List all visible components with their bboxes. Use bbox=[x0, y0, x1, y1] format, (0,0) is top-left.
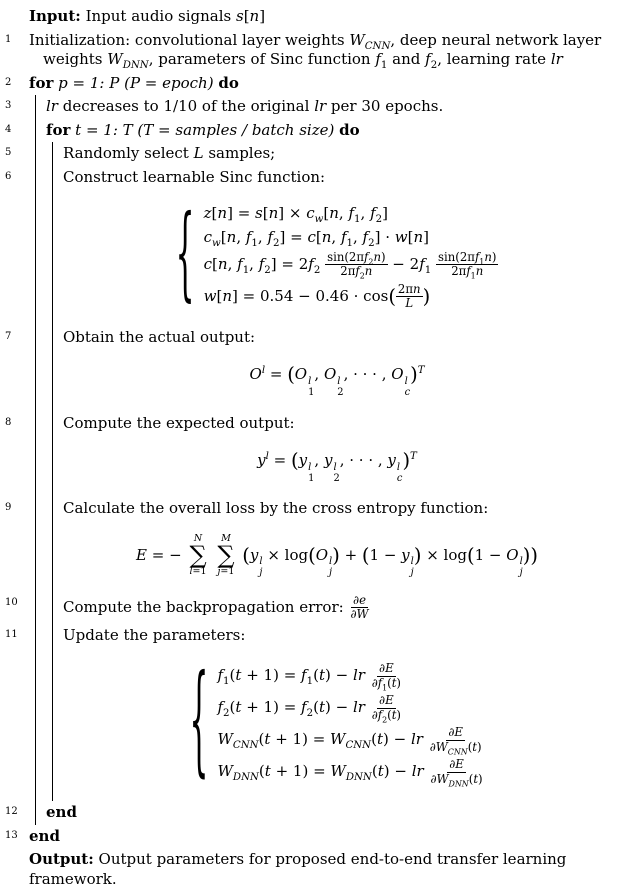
algorithm-line bbox=[5, 412, 611, 436]
algorithm-line bbox=[5, 825, 611, 849]
line-number: 5 bbox=[5, 147, 12, 158]
block-rule bbox=[35, 349, 46, 411]
line-content: Randomly select L samples; bbox=[63, 144, 276, 162]
line-number: 13 bbox=[5, 829, 18, 841]
algorithm-line bbox=[5, 5, 611, 29]
line-content: lr decreases to 1/10 of the original lr per 30 epochs. bbox=[46, 97, 444, 115]
equation-content: { $z[n] = s[n] \times c_w[n$, $f_1$, $f_2$] $c_w[n$, $f_1$, $f_2] = c[n$, $f_1$, $f_2] \cdot w[n]$ c[n, $f_1$, $f_2] = 2f_2$ $\frac{\sin(2\pi f_2n)}{2\pi f_2n}$ − $2f_1$ $\frac{\sin(2\pi f_1n)}{2\pi f_1n}$ w[n] = 0.54 − 0.46 · cos( $\frac{2\pi n}{L}$ ) bbox=[175, 196, 497, 316]
block-rule bbox=[52, 349, 63, 411]
algorithm-line bbox=[5, 95, 611, 119]
line-number bbox=[5, 189, 29, 326]
algorithm-line bbox=[5, 326, 611, 350]
algorithm-equation-row bbox=[5, 435, 611, 497]
equation-content: $O^l = (O$ l 1 , O l 2 , · · · , O l c )$^T$ bbox=[249, 363, 425, 398]
line-number: 2 bbox=[5, 76, 12, 88]
algorithm-equation-row bbox=[5, 647, 611, 801]
algorithm-line bbox=[5, 592, 611, 624]
block-rule bbox=[35, 326, 46, 350]
equation-content: E = − N ∑ l=1 M ∑ j=1 (y l j × log(O l j ) + (1 − y l j ) × log(1 − O l j )) bbox=[136, 532, 538, 579]
line-content: Obtain the actual output: bbox=[63, 327, 256, 346]
algorithm-line bbox=[5, 166, 611, 190]
line-content: Calculate the overall loss by the cross entropy function: bbox=[63, 499, 489, 518]
algorithm-line bbox=[5, 497, 611, 521]
block-rule bbox=[52, 592, 63, 624]
algorithm-line bbox=[5, 72, 611, 96]
line-number: 8 bbox=[5, 416, 12, 428]
line-number: 6 bbox=[5, 170, 12, 182]
line-number: 10 bbox=[5, 596, 18, 608]
equation-content: { $f_1(t + 1) = f_1(t)$ − lr $\frac{\partial E}{\partial f_1(t)}$ $f_2(t + 1) = f_2(t)$ − lr $\frac{\partial E}{\partial f_2(t)}$ $W_{CNN}(t + 1) = W_{CNN}(t)$ − lr $\frac{\partial E}{\partial W_{CNN}(t)}$ $W_{DNN}(t + 1) = W_{DNN}(t)$ − lr $\frac{\partial E}{\partial W_{DNN}(t)}$ bbox=[189, 652, 483, 793]
algorithm-lines bbox=[5, 5, 611, 891]
block-rule bbox=[35, 142, 46, 166]
line-number: 9 bbox=[5, 502, 12, 514]
block-rule bbox=[52, 326, 63, 350]
line-number bbox=[5, 349, 29, 411]
algorithm-line bbox=[5, 119, 611, 143]
line-number: 1 bbox=[5, 33, 12, 45]
block-rule bbox=[35, 624, 46, 648]
block-rule bbox=[52, 142, 63, 166]
block-rule bbox=[35, 801, 46, 825]
block-rule bbox=[35, 497, 46, 521]
line-content: Compute the expected output: bbox=[63, 413, 295, 432]
line-number bbox=[5, 521, 29, 592]
algorithm-line bbox=[5, 624, 611, 648]
block-rule bbox=[52, 189, 63, 326]
block-rule bbox=[35, 412, 46, 436]
algorithm-line bbox=[5, 848, 611, 891]
equation-content: $y^l = (y$ l 1 , y l 2 , · · · , y l c )$^T$ bbox=[257, 449, 417, 484]
line-number: 4 bbox=[5, 123, 12, 135]
block-rule bbox=[52, 166, 63, 190]
algorithm-equation-row bbox=[5, 521, 611, 592]
block-rule bbox=[35, 647, 46, 801]
block-rule bbox=[35, 166, 46, 190]
algorithm-line bbox=[5, 29, 611, 72]
line-number: 11 bbox=[5, 628, 18, 640]
line-number: 12 bbox=[5, 806, 18, 817]
line-content: Construct learnable Sinc function: bbox=[63, 167, 326, 186]
line-content: for t = 1: T (T = samples / batch size) do bbox=[46, 120, 360, 139]
block-rule bbox=[35, 95, 46, 119]
algorithm-line bbox=[5, 142, 611, 166]
block-rule bbox=[52, 412, 63, 436]
line-content: Initialization: convolutional layer weights $W_{CNN}$, deep neural network layer weights $W_{DNN}$, parameters of Sinc function $f_1$ and $f_2$, learning rate lr bbox=[29, 30, 602, 71]
line-number bbox=[5, 5, 29, 29]
line-content: end bbox=[46, 803, 77, 821]
block-rule bbox=[35, 189, 46, 326]
line-content: end bbox=[29, 826, 60, 845]
block-rule bbox=[35, 592, 46, 624]
line-number: 3 bbox=[5, 100, 12, 111]
line-content: Update the parameters: bbox=[63, 625, 246, 644]
algorithm-line bbox=[5, 801, 611, 825]
block-rule bbox=[35, 435, 46, 497]
algorithm-equation-row bbox=[5, 189, 611, 326]
line-number bbox=[5, 647, 29, 801]
line-content: Output: Output parameters for proposed end-to-end transfer learning framework. bbox=[29, 850, 567, 888]
algorithm-equation-row bbox=[5, 349, 611, 411]
line-number bbox=[5, 435, 29, 497]
line-content: for p = 1: P (P = epoch) do bbox=[29, 73, 239, 92]
block-rule bbox=[35, 521, 46, 592]
block-rule bbox=[52, 497, 63, 521]
line-number bbox=[5, 848, 29, 891]
line-number: 7 bbox=[5, 330, 12, 342]
block-rule bbox=[52, 647, 63, 801]
block-rule bbox=[52, 521, 63, 592]
line-content: Input: Input audio signals s[n] bbox=[29, 7, 266, 25]
line-content: Compute the backpropagation error: $\frac{\partial e}{\partial W}$ bbox=[63, 592, 369, 622]
block-rule bbox=[35, 119, 46, 143]
block-rule bbox=[52, 624, 63, 648]
block-rule bbox=[52, 435, 63, 497]
